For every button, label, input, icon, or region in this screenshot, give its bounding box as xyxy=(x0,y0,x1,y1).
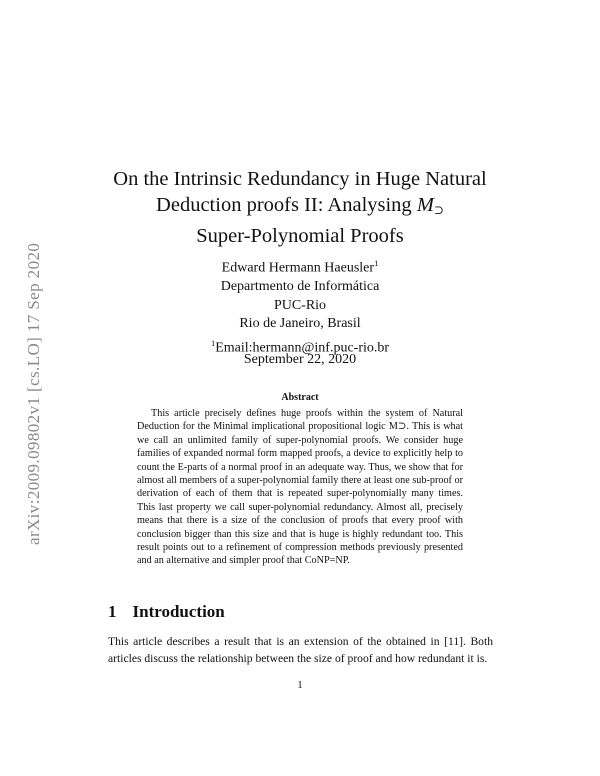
title-line-3: Super-Polynomial Proofs xyxy=(196,225,404,247)
title-math-symbol: M xyxy=(416,194,434,216)
page-number: 1 xyxy=(297,679,303,691)
email-footnote-mark: 1 xyxy=(210,337,216,348)
abstract-heading: Abstract xyxy=(281,392,319,403)
paper-date: September 22, 2020 xyxy=(243,352,357,367)
abstract-text: This article precisely defines huge proofs within the system of Natural Deduction for the Minimal implicational propositional logic M⊃. This is what we call an unlimited family of super-polynomial proofs. We consider huge families of expanded normal form mapped proofs, a device to explicitly help to count the E-parts of a normal proof in an adequate way. Thus, we show that for almost all members of a super-polynomial family there at least one sub-proof or derivation of each of them that is repeated super-polynomially many times. This last property we call super-polynomial redundancy. Almost all, precisely means that there is a size of the conclusion of proofs that every proof with conclusion bigger than this size and that is huge is highly redundant too. This result points out to a refinement of compression methods previously presented and an alternative and simpler proof that CoNP=NP. xyxy=(137,408,463,567)
affiliation-university: PUC-Rio xyxy=(273,297,327,313)
affiliation-location: Rio de Janeiro, Brasil xyxy=(239,316,361,332)
title-line-2-text: Deduction proofs II: Analysing xyxy=(156,194,417,216)
intro-paragraph: This article describes a result that is an extension of the obtained in [11]. Both articles discuss the relationship between the size of proof and how redundant it is. xyxy=(108,635,493,665)
title-line-1: On the Intrinsic Redundancy in Huge Natural xyxy=(113,168,487,190)
author-name: Edward Hermann Haeusler xyxy=(221,260,375,276)
author-block xyxy=(150,254,450,358)
arxiv-identifier: arXiv:2009.09802v1 [cs.LO] 17 Sep 2020 xyxy=(24,242,43,545)
title-math-subscript: ⊃ xyxy=(433,203,444,217)
section-number: 1 xyxy=(108,602,117,621)
author-email: Email:hermann@inf.puc-rio.br xyxy=(215,340,390,356)
paper-title xyxy=(100,166,500,249)
author-name-line xyxy=(150,254,450,278)
author-footnote-mark: 1 xyxy=(374,258,379,268)
arxiv-side-stamp xyxy=(22,185,46,545)
section-heading xyxy=(108,602,225,622)
title-line-2 xyxy=(100,192,500,223)
section-title: Introduction xyxy=(132,602,225,621)
affiliation-department: Departmento de Informática xyxy=(220,279,380,295)
